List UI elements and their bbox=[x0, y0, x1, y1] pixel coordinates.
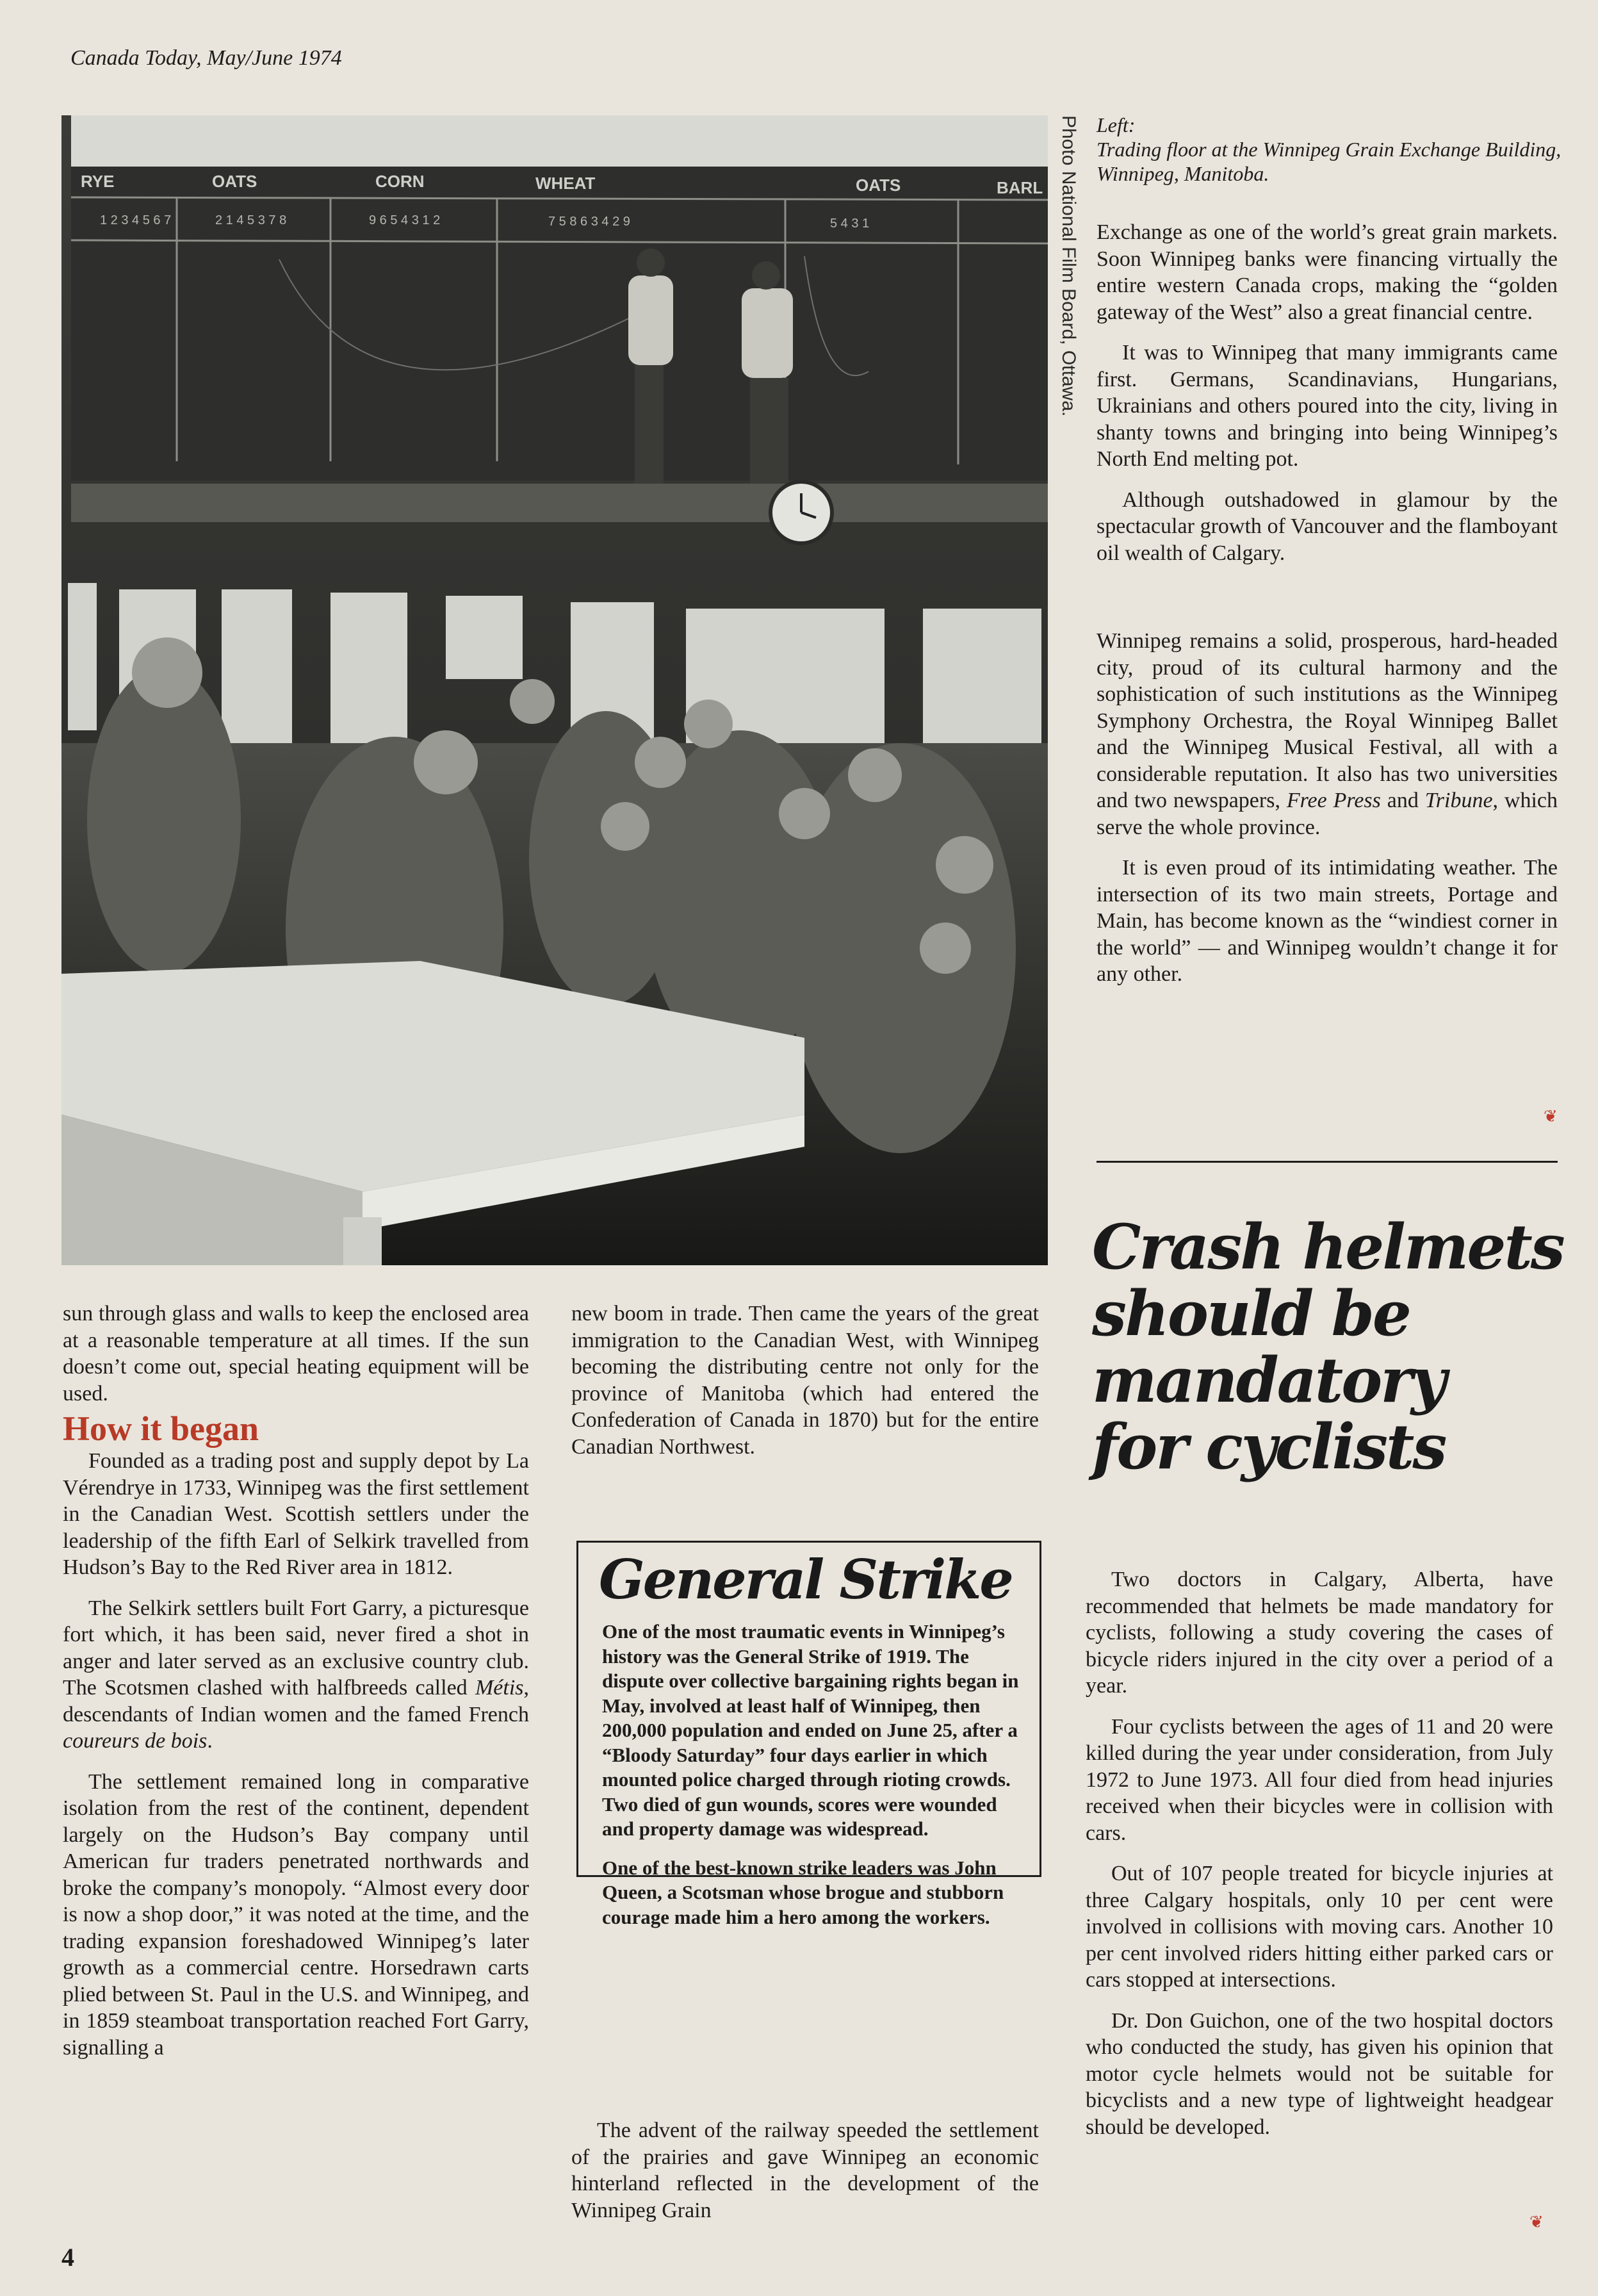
term: coureurs de bois bbox=[63, 1729, 208, 1753]
winnipeg-article-mid-bottom bbox=[571, 2117, 1039, 2238]
grain-exchange-photo bbox=[61, 115, 1048, 1265]
board-label: RYE bbox=[81, 172, 115, 191]
caption-label: Left: bbox=[1097, 113, 1136, 136]
svg-text:5 4 3 1: 5 4 3 1 bbox=[830, 217, 870, 231]
helmet-article-body bbox=[1086, 1566, 1553, 2154]
paragraph: It is even proud of its intimidating weather. The intersection of its two main streets, Portage and Main, has become known as the “windiest corner in the world” — and Winnipeg wouldn’t change it for any other. bbox=[1097, 856, 1558, 986]
paragraph: Although outshadowed in glamour by the spectacular growth of Vancouver and the flamboyant oil wealth of Calgary. bbox=[1097, 488, 1558, 565]
term: Métis bbox=[475, 1676, 524, 1700]
paragraph: It was to Winnipeg that many immigrants came first. Germans, Scandinavians, Hungarians, Ukrainians and others poured into the city, living in shanty towns and bringing into being Winnipeg’s North End melting pot. bbox=[1097, 341, 1558, 471]
winnipeg-article-left-column bbox=[63, 1300, 529, 2075]
running-header: Canada Today, May/June 1974 bbox=[70, 46, 342, 70]
sidebar-body bbox=[602, 1620, 1031, 1944]
paragraph: new boom in trade. Then came the years of the great immigration to the Canadian West, with Winnipeg becoming the distributing centre not only for the province of Manitoba (which had entered the Confederation of Canada in 1870) but for the entire Canadian Northwest. bbox=[571, 1302, 1039, 1459]
paragraph: Founded as a trading post and supply depot by La Vérendrye in 1733, Winnipeg was the first settlement in the Canadian West. Scottish settlers under the leadership of the fifth Earl of Selkirk travelled from Hudson’s Bay to the Red River area in 1812. bbox=[63, 1449, 529, 1579]
page-number: 4 bbox=[61, 2243, 74, 2272]
board-label: CORN bbox=[375, 172, 425, 191]
board-label: WHEAT bbox=[535, 174, 596, 193]
photo-credit: Photo National Film Board, Ottawa. bbox=[1058, 115, 1079, 417]
paragraph: The settlement remained long in comparative isolation from the rest of the continent, dependent largely on the Hudson’s Bay company until American fur traders penetrated northwards and broke the company’s monopoly. “Almost every door is now a shop door,” it was noted at the time, and the trading expansion foreshadowed Winnipeg’s later growth as a commercial centre. Horsedrawn carts plied between St. Paul in the U.S. and Winnipeg, and in 1859 steamboat transportation reached Fort Garry, signalling a bbox=[63, 1769, 529, 2060]
paragraph: Exchange as one of the world’s great grain markets. Soon Winnipeg banks were financing virtually the entire western Canada crops, making the “golden gateway of the West” also a great financial centre. bbox=[1097, 220, 1558, 324]
maple-leaf-icon: ❦ bbox=[1529, 2213, 1544, 2231]
board-label: OATS bbox=[212, 172, 257, 191]
paragraph: One of the best-known strike leaders was John Queen, a Scotsman whose brogue and stubborn courage made him a hero among the workers. bbox=[602, 1856, 1004, 1928]
sidebar-title: General Strike bbox=[599, 1548, 1012, 1611]
board-label: OATS bbox=[856, 176, 901, 195]
section-subhead: How it began bbox=[63, 1409, 259, 1448]
paragraph: sun through glass and walls to keep the enclosed area at a reasonable temperature at all times. If the sun doesn’t come out, special heating equipment will be used. bbox=[63, 1302, 529, 1406]
newspaper-name: Tribune bbox=[1424, 789, 1493, 812]
paragraph: The advent of the railway speeded the settlement of the prairies and gave Winnipeg an economic hinterland reflected in the development of the Winnipeg Grain bbox=[571, 2119, 1039, 2222]
paragraph: Four cyclists between the ages of 11 and 20 were killed during the year under consideration, from July 1972 to June 1973. All four died from head injuries received when their bicycles were in collision with cars. bbox=[1086, 1714, 1553, 1845]
caption-text: Trading floor at the Winnipeg Grain Exchange Building, Winnipeg, Manitoba. bbox=[1097, 138, 1561, 185]
maple-leaf-icon: ❦ bbox=[1544, 1107, 1558, 1126]
paragraph: Dr. Don Guichon, one of the two hospital doctors who conducted the study, has given his opinion that motor cycle helmets would not be suitable for bicyclists and a new type of lightweight headgear should be developed. bbox=[1086, 2008, 1553, 2139]
newspaper-name: Free Press bbox=[1286, 789, 1381, 812]
paragraph: Winnipeg remains a solid, prosperous, hard-headed city, proud of its cultural harmony and the sophistication of such institutions as the Winnipeg Symphony Orchestra, the Royal Winnipeg Ballet and the Winnipeg Musical Festival, all with a considerable reputation. It also has two universities and two newspapers, Free Press and Tribune, which serve the whole province. bbox=[1097, 629, 1558, 839]
photo-caption bbox=[1097, 113, 1583, 186]
board-label: BARL bbox=[997, 178, 1043, 197]
paragraph: Two doctors in Calgary, Alberta, have recommended that helmets be made mandatory for cyclists, following a study covering the cases of bicycle riders injured in the city over a period of a year. bbox=[1086, 1568, 1553, 1698]
paragraph: The Selkirk settlers built Fort Garry, a picturesque fort which, it has been said, never fired a shot in anger and later served as an exclusive country club. The Scotsmen clashed with halfbreeds called Métis, descendants of Indian women and the famed French coureurs de bois. bbox=[63, 1596, 529, 1753]
svg-text:9 6 5 4 3 1 2: 9 6 5 4 3 1 2 bbox=[369, 213, 441, 227]
svg-text:1 2 3 4 5 6 7: 1 2 3 4 5 6 7 bbox=[100, 213, 172, 227]
svg-text:2 1 4 5 3 7 8: 2 1 4 5 3 7 8 bbox=[215, 213, 287, 227]
paragraph: Out of 107 people treated for bicycle injuries at three Calgary hospitals, only 10 per cent were involved in collisions with moving cars. Another 10 per cent involved riders hitting either parked cars or cars stopped at intersections. bbox=[1086, 1862, 1553, 1992]
helmet-headline: Crash helmets should be mandatory for cyclists bbox=[1092, 1211, 1563, 1483]
paragraph: One of the most traumatic events in Winnipeg’s history was the General Strike of 1919. The dispute over collective bargaining rights began in May, involved at least half of Winnipeg, then 200,000 population and ended on June 25, after a “Bloody Saturday” four days earlier in which mounted police charged through rioting crowds. Two died of gun wounds, scores were wounded and property damage was widespread. bbox=[602, 1620, 1019, 1840]
winnipeg-article-continued bbox=[1097, 219, 1558, 1002]
section-divider bbox=[1097, 1161, 1558, 1163]
winnipeg-article-mid-column bbox=[571, 1300, 1039, 1474]
svg-text:7 5 8 6 3 4 2 9: 7 5 8 6 3 4 2 9 bbox=[548, 215, 630, 229]
